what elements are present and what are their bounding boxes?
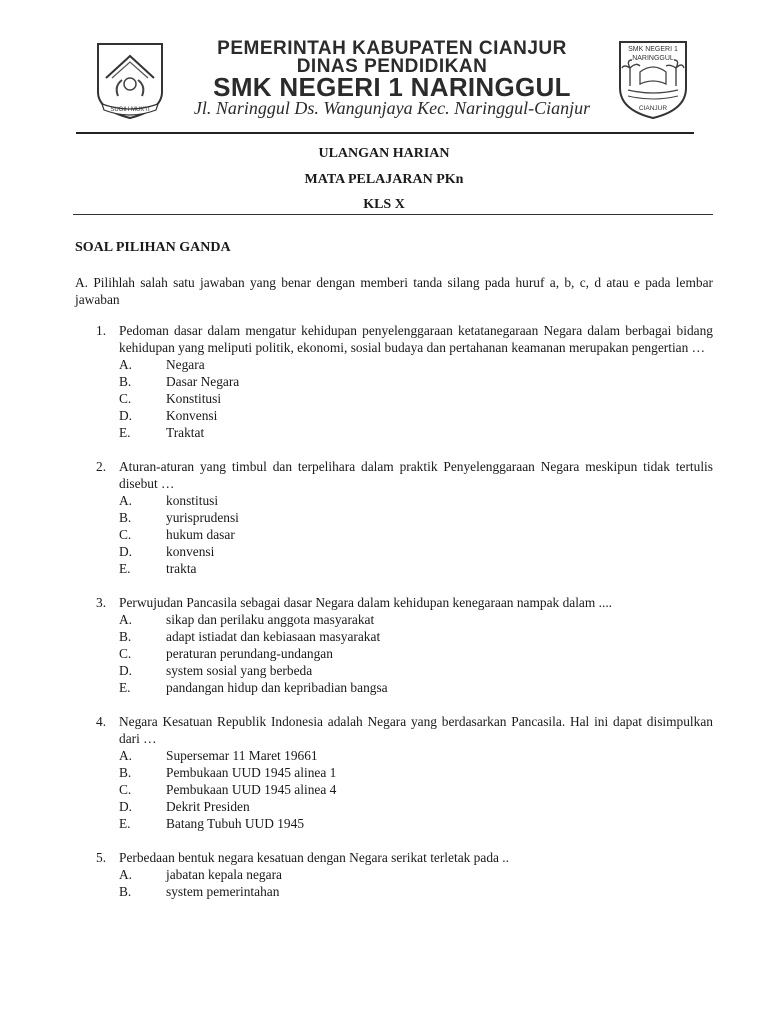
- section-title: SOAL PILIHAN GANDA: [75, 240, 231, 255]
- option-letter: D.: [119, 544, 133, 559]
- exam-subject: MATA PELAJARAN PKn: [304, 172, 464, 187]
- answer-option: [0, 764, 768, 781]
- question-number: 3.: [96, 595, 107, 610]
- option-letter: B.: [119, 884, 132, 899]
- answer-option: [0, 781, 768, 798]
- option-text: Supersemar 11 Maret 19661: [166, 748, 318, 763]
- answer-option: [0, 662, 768, 679]
- answer-option: [0, 356, 768, 373]
- option-letter: B.: [119, 765, 132, 780]
- option-text: system sosial yang berbeda: [166, 663, 313, 678]
- question-text: Perbedaan bentuk negara kesatuan dengan Negara serikat terletak pada ..: [119, 850, 510, 865]
- answer-option: [0, 679, 768, 696]
- answer-option: [0, 373, 768, 390]
- question-number: 2.: [96, 459, 107, 474]
- option-text: Dasar Negara: [166, 374, 240, 389]
- exam-title: ULANGAN HARIAN: [318, 146, 450, 161]
- option-letter: B.: [119, 374, 132, 389]
- answer-option: [0, 611, 768, 628]
- option-letter: E.: [119, 680, 131, 695]
- answer-option: [0, 424, 768, 441]
- school-emblem-logo: [614, 38, 692, 122]
- answer-option: [0, 560, 768, 577]
- letterhead-school-name: SMK NEGERI 1 NARINGGUL: [213, 72, 571, 102]
- option-text: konstitusi: [166, 493, 219, 508]
- option-text: yurisprudensi: [166, 510, 239, 525]
- option-text: Konstitusi: [166, 391, 222, 406]
- option-letter: A.: [119, 493, 133, 508]
- answer-option: [0, 543, 768, 560]
- instruction-text: A. Pilihlah salah satu jawaban yang benar dengan memberi tanda silang pada huruf a, b, c, d atau e pada lembar jawaban: [75, 275, 713, 307]
- option-letter: A.: [119, 612, 133, 627]
- question-1: [0, 322, 768, 441]
- option-letter: C.: [119, 646, 132, 661]
- answer-option: [0, 815, 768, 832]
- option-text: pandangan hidup dan kepribadian bangsa: [166, 680, 388, 695]
- option-text: jabatan kepala negara: [166, 867, 282, 882]
- question-number: 4.: [96, 714, 107, 729]
- option-text: Pembukaan UUD 1945 alinea 4: [166, 782, 337, 797]
- option-letter: D.: [119, 799, 133, 814]
- answer-option: [0, 645, 768, 662]
- option-text: Batang Tubuh UUD 1945: [166, 816, 305, 831]
- cianjur-emblem-logo: [92, 40, 168, 120]
- option-text: konvensi: [166, 544, 215, 559]
- question-list: [0, 322, 768, 917]
- option-letter: A.: [119, 748, 133, 763]
- letterhead-divider: [76, 132, 694, 134]
- answer-option: [0, 509, 768, 526]
- question-text: Aturan-aturan yang timbul dan terpelihara dalam praktik Penyelenggaraan Negara meskipun tidak tertulis disebut …: [119, 459, 713, 491]
- option-letter: B.: [119, 629, 132, 644]
- answer-option: [0, 628, 768, 645]
- option-text: Konvensi: [166, 408, 218, 423]
- letterhead-government: PEMERINTAH KABUPATEN CIANJUR: [217, 38, 567, 59]
- right-logo-mid-text: NARINGGUL: [632, 55, 674, 62]
- title-divider: [73, 214, 713, 215]
- question-text: Negara Kesatuan Republik Indonesia adalah Negara yang berdasarkan Pancasila. Hal ini dapat disimpulkan dari …: [119, 714, 713, 746]
- answer-option: [0, 492, 768, 509]
- question-text: Perwujudan Pancasila sebagai dasar Negara dalam kehidupan kenegaraan nampak dalam ....: [119, 595, 613, 610]
- option-text: system pemerintahan: [166, 884, 280, 899]
- option-letter: E.: [119, 425, 131, 440]
- right-logo-top-text: SMK NEGERI 1: [628, 46, 678, 53]
- option-text: peraturan perundang-undangan: [166, 646, 333, 661]
- exam-class: KLS X: [363, 197, 405, 212]
- option-text: hukum dasar: [166, 527, 235, 542]
- letterhead-address: Jl. Naringgul Ds. Wangunjaya Kec. Naringgul-Cianjur: [193, 98, 591, 118]
- left-logo-motto: SUGIH MUKTI: [110, 107, 150, 113]
- option-letter: C.: [119, 782, 132, 797]
- option-letter: A.: [119, 867, 133, 882]
- answer-option: [0, 866, 768, 883]
- option-text: Traktat: [166, 425, 205, 440]
- option-text: adapt istiadat dan kebiasaan masyarakat: [166, 629, 381, 644]
- question-4: [0, 713, 768, 832]
- question-number: 5.: [96, 850, 107, 865]
- option-text: Dekrit Presiden: [166, 799, 250, 814]
- option-text: Pembukaan UUD 1945 alinea 1: [166, 765, 337, 780]
- right-logo-bottom-text: CIANJUR: [638, 105, 668, 112]
- question-5: [0, 849, 768, 900]
- option-text: trakta: [166, 561, 197, 576]
- option-text: sikap dan perilaku anggota masyarakat: [166, 612, 375, 627]
- option-letter: C.: [119, 391, 132, 406]
- answer-option: [0, 390, 768, 407]
- answer-option: [0, 526, 768, 543]
- answer-option: [0, 747, 768, 764]
- option-letter: E.: [119, 816, 131, 831]
- option-letter: D.: [119, 663, 133, 678]
- answer-option: [0, 883, 768, 900]
- option-letter: E.: [119, 561, 131, 576]
- option-letter: D.: [119, 408, 133, 423]
- option-text: Negara: [166, 357, 205, 372]
- question-2: [0, 458, 768, 577]
- question-text: Pedoman dasar dalam mengatur kehidupan penyelenggaraan ketatanegaraan Negara dalam berbagai bidang kehidupan yang meliputi politik, ekonomi, sosial budaya dan pertahanan keamanan merupakan pengertian …: [119, 323, 713, 355]
- letterhead-department: DINAS PENDIDIKAN: [296, 56, 488, 77]
- question-3: [0, 594, 768, 696]
- option-letter: C.: [119, 527, 132, 542]
- answer-option: [0, 407, 768, 424]
- question-number: 1.: [96, 323, 107, 338]
- option-letter: B.: [119, 510, 132, 525]
- answer-option: [0, 798, 768, 815]
- option-letter: A.: [119, 357, 133, 372]
